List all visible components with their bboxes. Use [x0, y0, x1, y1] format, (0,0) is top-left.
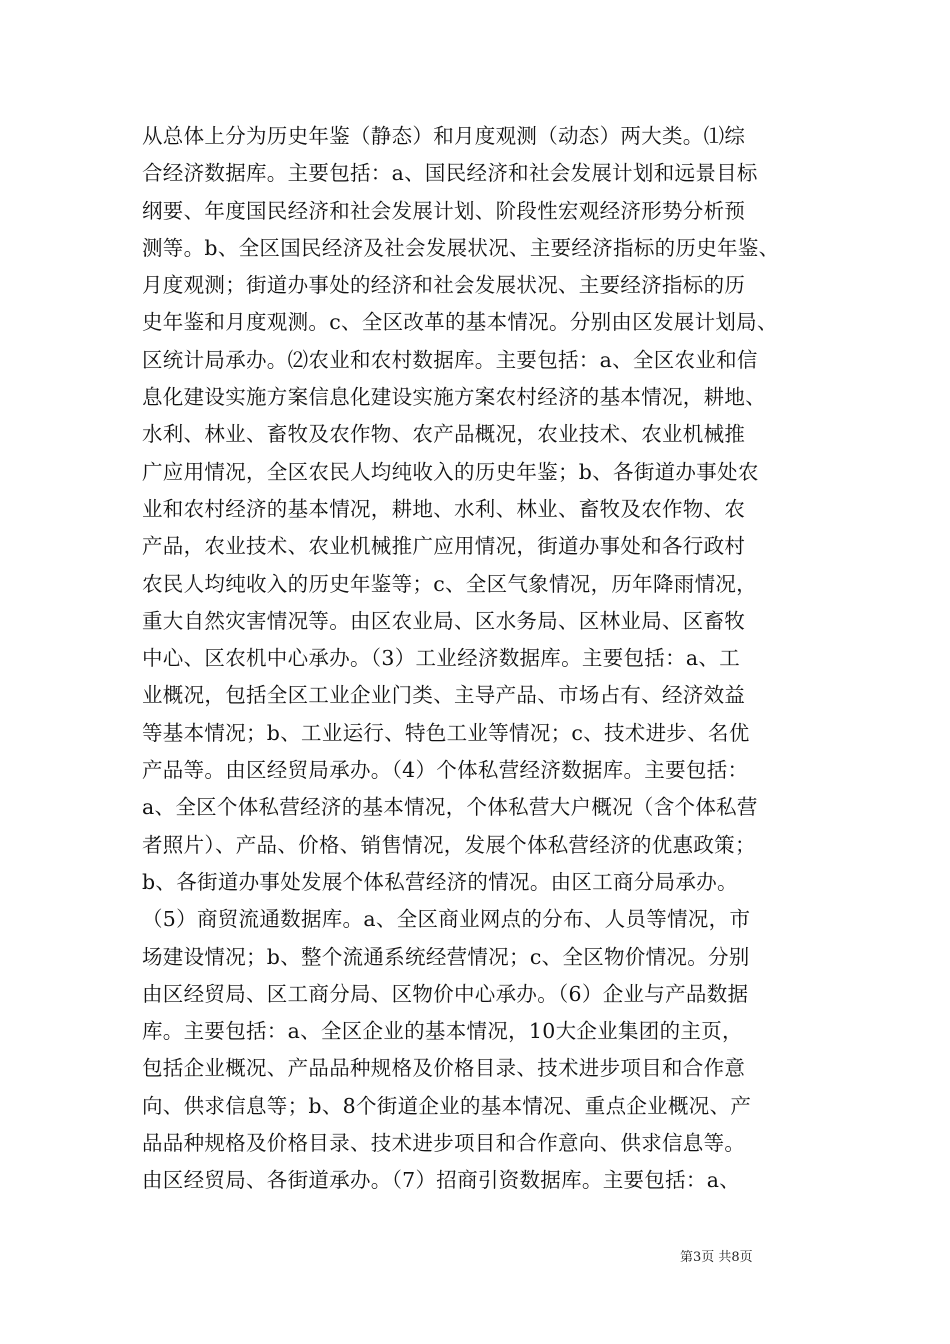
- text-line: 息化建设实施方案信息化建设实施方案农村经济的基本情况，耕地、: [142, 385, 766, 410]
- text-line: 月度观测；街道办事处的经济和社会发展状况、主要经济指标的历: [142, 273, 746, 298]
- text-line: 史年鉴和月度观测。c、全区改革的基本情况。分别由区发展计划局、: [142, 310, 778, 335]
- text-line: 农民人均纯收入的历史年鉴等；c、全区气象情况，历年降雨情况，: [142, 571, 757, 596]
- text-line: （5）商贸流通数据库。a、全区商业网点的分布、人员等情况，市: [142, 907, 751, 932]
- text-line: 产品等。由区经贸局承办。（4）个体私营经济数据库。主要包括：: [142, 758, 749, 783]
- text-line: 品品种规格及价格目录、技术进步项目和合作意向、供求信息等。: [142, 1131, 746, 1156]
- text-line: 库。主要包括：a、全区企业的基本情况，10大企业集团的主页，: [142, 1019, 743, 1044]
- text-line: 中心、区农机中心承办。（3）工业经济数据库。主要包括：a、工: [142, 646, 741, 671]
- text-line: 业概况，包括全区工业企业门类、主导产品、市场占有、经济效益: [142, 683, 746, 708]
- body-text: [142, 118, 818, 1200]
- text-line: 包括企业概况、产品品种规格及价格目录、技术进步项目和合作意: [142, 1056, 746, 1081]
- text-line: 由区经贸局、区工商分局、区物价中心承办。（6）企业与产品数据: [142, 981, 749, 1006]
- text-line: 场建设情况；b、整个流通系统经营情况；c、全区物价情况。分别: [142, 944, 750, 969]
- text-line: 测等。b、全区国民经济及社会发展状况、主要经济指标的历史年鉴、: [142, 235, 780, 260]
- text-line: 业和农村经济的基本情况，耕地、水利、林业、畜牧及农作物、农: [142, 496, 746, 521]
- text-line: a、全区个体私营经济的基本情况，个体私营大户概况（含个体私营: [142, 795, 758, 820]
- text-line: 重大自然灾害情况等。由区农业局、区水务局、区林业局、区畜牧: [142, 608, 746, 633]
- text-line: 由区经贸局、各街道承办。（7）招商引资数据库。主要包括：a、: [142, 1168, 741, 1193]
- text-line: 水利、林业、畜牧及农作物、农产品概况，农业技术、农业机械推: [142, 422, 746, 447]
- text-line: 纲要、年度国民经济和社会发展计划、阶段性宏观经济形势分析预: [142, 198, 746, 223]
- page-number: 第3页 共8页: [680, 1250, 753, 1265]
- text-line: 产品，农业技术、农业机械推广应用情况，街道办事处和各行政村: [142, 534, 746, 559]
- text-line: 从总体上分为历史年鉴（静态）和月度观测（动态）两大类。⑴综: [142, 124, 746, 148]
- text-line: 向、供求信息等；b、8个街道企业的基本情况、重点企业概况、产: [142, 1093, 752, 1118]
- text-line: 者照片）、产品、价格、销售情况，发展个体私营经济的优惠政策；: [142, 832, 756, 857]
- text-line: b、各街道办事处发展个体私营经济的情况。由区工商分局承办。: [142, 869, 738, 894]
- text-line: 区统计局承办。⑵农业和农村数据库。主要包括：a、全区农业和信: [142, 347, 758, 372]
- text-line: 广应用情况，全区农民人均纯收入的历史年鉴；b、各街道办事处农: [142, 459, 759, 484]
- text-line: 合经济数据库。主要包括：a、国民经济和社会发展计划和远景目标: [142, 161, 758, 186]
- text-line: 等基本情况；b、工业运行、特色工业等情况；c、技术进步、名优: [142, 720, 750, 745]
